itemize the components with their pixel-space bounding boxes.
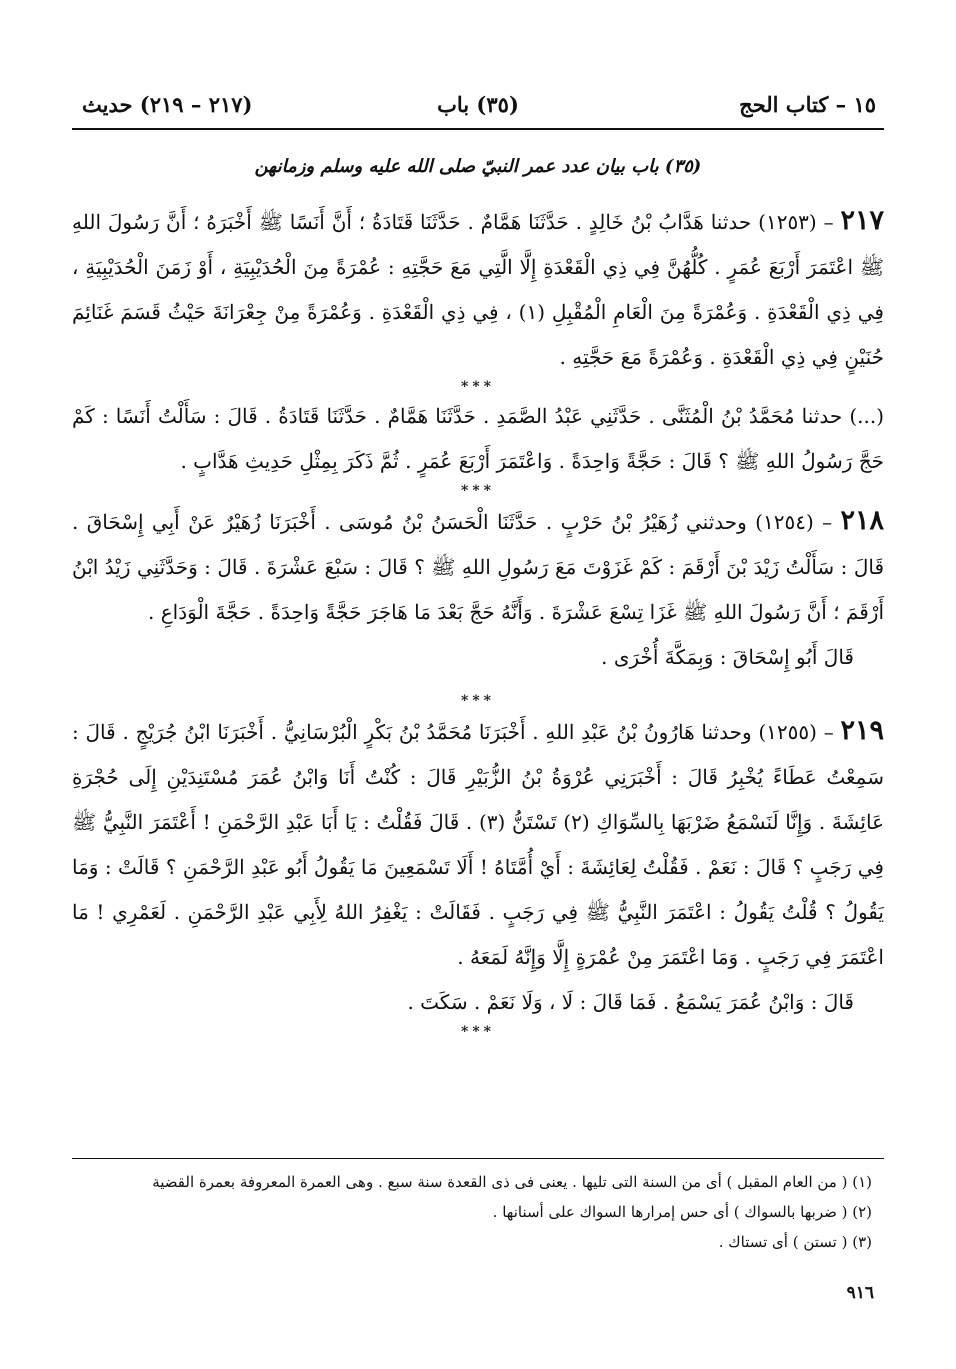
footnote-2: (٢) ( ضربها بالسواك ) أى حس إمرارها السواك على أسنانها . (492, 1203, 872, 1221)
hadith-number: ٢١٩ (840, 715, 885, 746)
hadith-text: – (١٢٥٥) وحدثنا هَارُونُ بْنُ عَبْدِ اللهِ . أَخْبَرَنَا مُحَمَّدُ بْنُ بَكْرٍ الْبُرْسَانِيُّ . أَخْبَرَنَا ابْنُ جُرَيْجٍ . قَالَ : سَمِعْتُ عَطَاءً يُخْبِرُ قَالَ : أَخْبَرَنِي عُرْوَةُ بْنُ الزُّبَيْرِ قَالَ : كُنْتُ أَنَا وَابْنُ عُمَرَ مُسْتَنِدَيْنِ إِلَى حُجْرَةِ عَائِشَةَ . وَإِنَّا لَنَسْمَعُ ضَرْبَهَا بِالسِّوَاكِ (٢) تَسْتَنُّ (٣) . قَالَ فَقُلْتُ : يَا أَبَا عَبْدِ الرَّحْمَنِ ! أَعْتَمَرَ النَّبِيُّ ﷺ فِي رَجَبٍ ؟ قَالَ : نَعَمْ . فَقُلْتُ لِعَائِشَةَ : أَيْ أُمَّتَاهُ ! أَلَا تَسْمَعِينَ مَا يَقُولُ أَبُو عَبْدِ الرَّحْمَنِ ؟ قَالَتْ : وَمَا يَقُولُ ؟ قُلْتُ يَقُولُ : اعْتَمَرَ النَّبِيُّ ﷺ فِي رَجَبٍ . فَقَالَتْ : يَغْفِرُ اللهُ لِأَبِي عَبْدِ الرَّحْمَنِ . لَعَمْرِي ! مَا اعْتَمَرَ فِي رَجَبٍ . وَمَا اعْتَمَرَ مِنْ عُمْرَةٍ إِلَّا وَإِنَّهُ لَمَعَهُ . (72, 720, 884, 969)
running-head-book-title: ١٥ – كتاب الحج (739, 92, 876, 117)
hadith-217 (72, 198, 884, 380)
running-head (72, 92, 884, 130)
footnote-1: (١) ( من العام المقبل ) أى من السنة التى تليها . يعنى فى ذى القعدة سنة سبع . وهى العمرة المعروفة بعمرة القضية (152, 1173, 872, 1191)
hadith-219 (72, 708, 884, 1025)
section-separator: *** (461, 379, 495, 395)
hadith-217-variant (72, 394, 884, 484)
hadith-number: ٢١٧ (840, 205, 885, 236)
hadith-218 (72, 498, 884, 680)
chapter-title: (٣٥) باب بيان عدد عمر النبيّ صلى الله عليه وسلم وزمانهن (254, 156, 702, 177)
running-head-hadith-range: (٢١٧ – ٢١٩) حديث (82, 92, 253, 117)
hadith-addendum: قَالَ أَبُو إِسْحَاقَ : وَبِمَكَّةَ أُخْرَى . (601, 645, 854, 669)
section-separator: *** (461, 693, 495, 709)
hadith-text: – (١٢٥٤) وحدثني زُهَيْرُ بْنُ حَرْبٍ . حَدَّثَنَا الْحَسَنُ بْنُ مُوسَى . أَخْبَرَنَا زُهَيْرٌ عَنْ أَبِي إِسْحَاقَ . قَالَ : سَأَلْتُ زَيْدَ بْنَ أَرْقَمَ : كَمْ غَزَوْتَ مَعَ رَسُولِ اللهِ ﷺ ؟ قَالَ : سَبْعَ عَشْرَةَ . قَالَ : وَحَدَّثَنِي زَيْدُ ابْنُ أَرْقَمَ ؛ أَنَّ رَسُولَ اللهِ ﷺ غَزَا تِسْعَ عَشْرَةَ . وَأَنَّهُ حَجَّ بَعْدَ مَا هَاجَرَ حَجَّةً وَاحِدَةً . حَجَّةَ الْوَدَاعِ . (72, 510, 884, 624)
footnotes (72, 1158, 884, 1257)
hadith-text: (...) حدثنا مُحَمَّدُ بْنُ الْمُثَنَّى . حَدَّثَنِي عَبْدُ الصَّمَدِ . حَدَّثَنَا هَمَّامٌ . حَدَّثَنَا قَتَادَةُ . قَالَ : سَأَلْتُ أَنَسًا : كَمْ حَجَّ رَسُولُ اللهِ ﷺ ؟ قَالَ : حَجَّةً وَاحِدَةً . وَاعْتَمَرَ أَرْبَعَ عُمَرٍ . ثُمَّ ذَكَرَ بِمِثْلِ حَدِيثِ هَدَّابٍ . (72, 404, 884, 473)
section-separator: *** (461, 483, 495, 499)
hadith-addendum: قَالَ : وَابْنُ عُمَرَ يَسْمَعُ . فَمَا قَالَ : لَا ، وَلَا نَعَمْ . سَكَتَ . (407, 990, 854, 1014)
running-head-chapter: (٣٥) باب (437, 92, 519, 117)
footnote-3: (٣) ( تستن ) أى تستاك . (718, 1233, 872, 1251)
page-number: ٩١٦ (846, 1283, 874, 1303)
hadith-text: – (١٢٥٣) حدثنا هَدَّابُ بْنُ خَالِدٍ . حَدَّثَنَا هَمَّامٌ . حَدَّثَنَا قَتَادَةُ ؛ أَنَّ أَنَسًا ﷺ أَخْبَرَهُ ؛ أَنَّ رَسُولَ اللهِ ﷺ اعْتَمَرَ أَرْبَعَ عُمَرٍ . كُلُّهُنَّ فِي ذِي الْقَعْدَةِ إِلَّا الَّتِي مَعَ حَجَّتِهِ : عُمْرَةً مِنَ الْحُدَيْبِيَةِ ، أَوْ زَمَنَ الْحُدَيْبِيَةِ ، فِي ذِي الْقَعْدَةِ . وَعُمْرَةً مِنَ الْعَامِ الْمُقْبِلِ (١) ، فِي ذِي الْقَعْدَةِ . وَعُمْرَةً مِنْ جِعْرَانَةَ حَيْثُ قَسَمَ غَنَائِمَ حُنَيْنٍ فِي ذِي الْقَعْدَةِ . وَعُمْرَةً مَعَ حَجَّتِهِ . (72, 210, 884, 369)
section-separator: *** (461, 1024, 495, 1040)
main-text (72, 198, 884, 1039)
hadith-number: ٢١٨ (840, 505, 884, 536)
